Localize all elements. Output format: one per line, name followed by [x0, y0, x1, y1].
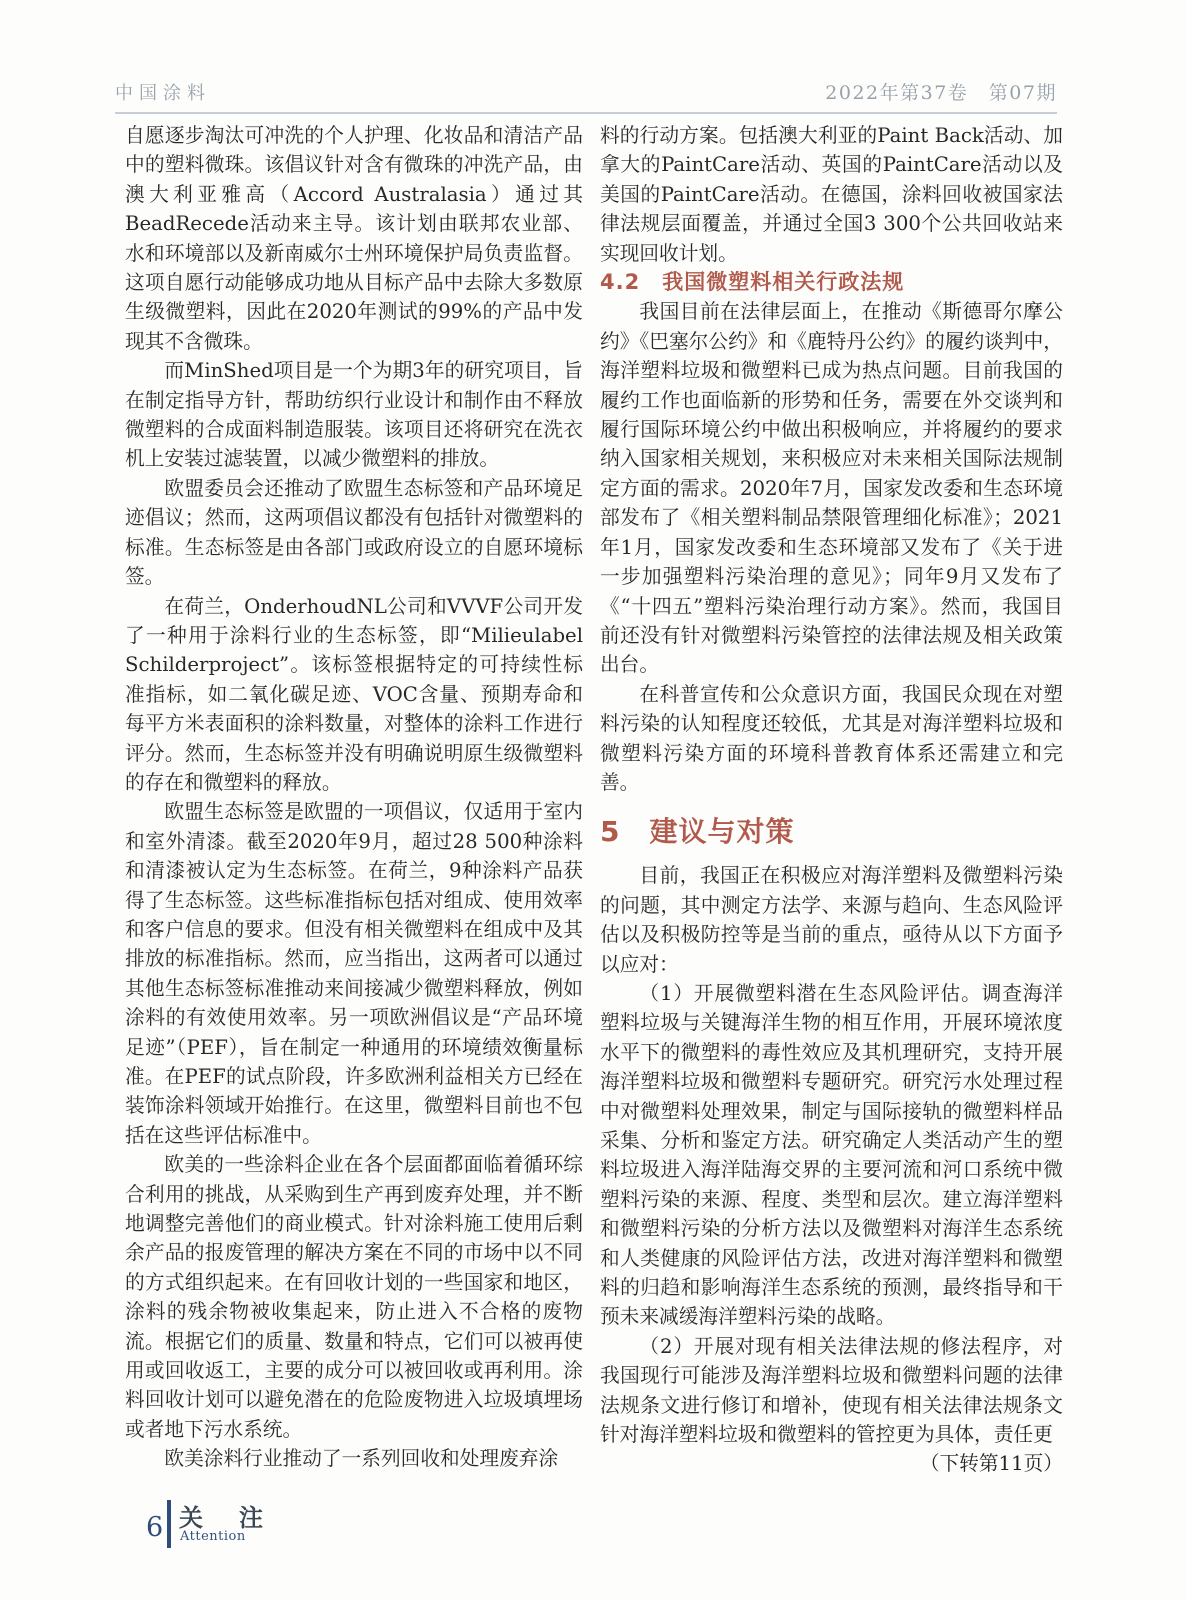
paragraph: 料的行动方案。包括澳大利亚的Paint Back活动、加拿大的PaintCare活动、英国的PaintCare活动以及美国的PaintCare活动。在德国，涂料回收被国家法律法规层面覆盖，并通过全国3 300个公共回收站来实现回收计划。 [600, 124, 1063, 265]
left-column [125, 121, 583, 1479]
section-label-en: Attention [180, 1529, 246, 1544]
paragraph: 在科普宣传和公众意识方面，我国民众现在对塑料污染的认知程度还较低，尤其是对海洋塑料垃圾和微塑料污染方面的环境科普教育体系还需建立和完善。 [600, 682, 1063, 794]
paragraph: 我国目前在法律层面上，在推动《斯德哥尔摩公约》《巴塞尔公约》和《鹿特丹公约》的履约谈判中，海洋塑料垃圾和微塑料已成为热点问题。目前我国的履约工作也面临新的形势和任务，需要在外交谈判和履行国际环境公约中做出积极响应，并将履约的要求纳入国家相关规划，来积极应对未来相关国际法规制定方面的需求。2020年7月，国家发改委和生态环境部发布了《相关塑料制品禁限管理细化标准》；2021年1月，国家发改委和生态环境部又发布了《关于进一步加强塑料污染治理的意见》；同年9月又发布了《“十四五”塑料污染治理行动方案》。然而，我国目前还没有针对微塑料污染管控的法律法规及相关政策出台。 [600, 300, 1063, 677]
paragraph: 而MinShed项目是一个为期3年的研究项目，旨在制定指导方针，帮助纺织行业设计和制作由不释放微塑料的合成面料制造服装。该项目还将研究在洗衣机上安装过滤装置，以减少微塑料的排放。 [125, 359, 583, 471]
section-heading-4-2: 4.2 我国微塑料相关行政法规 [600, 270, 905, 295]
journal-name: 中国涂料 [115, 83, 211, 104]
paragraph: 欧美的一些涂料企业在各个层面都面临着循环综合利用的挑战，从采购到生产再到废弃处理，并不断地调整完善他们的商业模式。针对涂料施工使用后剩余产品的报废管理的解决方案在不同的市场中以不同的方式组织起来。在有回收计划的一些国家和地区，涂料的残余物被收集起来，防止进入不合格的废物流。根据它们的质量、数量和特点，它们可以被再使用或回收返工，主要的成分可以被回收或再利用。涂料回收计划可以避免潜在的危险废物进入垃圾填埋场或者地下污水系统。 [125, 1153, 583, 1441]
footer-divider [167, 1500, 171, 1548]
paragraph: 目前，我国正在积极应对海洋塑料及微塑料污染的问题，其中测定方法学、来源与趋向、生态风险评估以及积极防控等是当前的重点，亟待从以下方面予以应对： [600, 864, 1063, 976]
right-column [600, 121, 1063, 1479]
paragraph: 自愿逐步淘汰可冲洗的个人护理、化妆品和清洁产品中的塑料微珠。该倡议针对含有微珠的冲洗产品，由澳大利亚雅高（Accord Australasia）通过其BeadRecede活动来主导。该计划由联邦农业部、水和环境部以及新南威尔士州环境保护局负责监督。这项自愿行动能够成功地从目标产品中去除大多数原生级微塑料，因此在2020年测试的99%的产品中发现其不含微珠。 [125, 124, 583, 353]
paragraph: 在荷兰，OnderhoudNL公司和VVVF公司开发了一种用于涂料行业的生态标签，即“Milieulabel Schilderproject”。该标签根据特定的可持续性标准指标，如二氧化碳足迹、VOC含量、预期寿命和每平方米表面积的涂料数量，对整体的涂料工作进行评分。然而，生态标签并没有明确说明原生级微塑料的存在和微塑料的释放。 [125, 594, 583, 794]
paragraph: 欧美涂料行业推动了一系列回收和处理废弃涂 [164, 1447, 559, 1471]
continuation-note: （下转第11页） [919, 1452, 1063, 1476]
paragraph: （1）开展微塑料潜在生态风险评估。调查海洋塑料垃圾与关键海洋生物的相互作用，开展环境浓度水平下的微塑料的毒性效应及其机理研究，支持开展海洋塑料垃圾和微塑料专题研究。研究污水处理过程中对微塑料处理效果，制定与国际接轨的微塑料样品采集、分析和鉴定方法。研究确定人类活动产生的塑料垃圾进入海洋陆海交界的主要河流和河口系统中微塑料污染的来源、程度、类型和层次。建立海洋塑料和微塑料污染的分析方法以及微塑料对海洋生态系统和人类健康的风险评估方法，改进对海洋塑料和微塑料的归趋和影响海洋生态系统的预测，最终指导和干预未来减缓海洋塑料污染的战略。 [600, 981, 1063, 1329]
article-body [125, 121, 1063, 1479]
paragraph: （2）开展对现有相关法律法规的修法程序，对我国现行可能涉及海洋塑料垃圾和微塑料问题的法律法规条文进行修订和增补，使现有相关法律法规条文针对海洋塑料垃圾和微塑料的管控更为具体，责任更 [600, 1334, 1063, 1447]
paragraph: 欧盟生态标签是欧盟的一项倡议，仅适用于室内和室外清漆。截至2020年9月，超过28 500种涂料和清漆被认定为生态标签。在荷兰，9种涂料产品获得了生态标签。这些标准指标包括对组成、使用效率和客户信息的要求。但没有相关微塑料在组成中及其排放的标准指标。然而，应当指出，这两者可以通过其他生态标签标准推动来间接减少微塑料释放，例如涂料的有效使用效率。另一项欧洲倡议是“产品环境足迹”（PEF），旨在制定一种通用的环境绩效衡量标准。在PEF的试点阶段，许多欧洲利益相关方已经在装饰涂料领域开始推行。在这里，微塑料目前也不包括在这些评估标准中。 [125, 800, 583, 1147]
page-header [115, 78, 1057, 114]
section-heading-5: 5 建议与对策 [600, 815, 795, 849]
paragraph: 欧盟委员会还推动了欧盟生态标签和产品环境足迹倡议；然而，这两项倡议都没有包括针对微塑料的标准。生态标签是由各部门或政府设立的自愿环境标签。 [125, 476, 583, 589]
issue-info: 2022年第37卷 第07期 [825, 82, 1057, 104]
page-number: 6 [146, 1512, 164, 1543]
section-label-cn: 关 注 [179, 1504, 269, 1532]
